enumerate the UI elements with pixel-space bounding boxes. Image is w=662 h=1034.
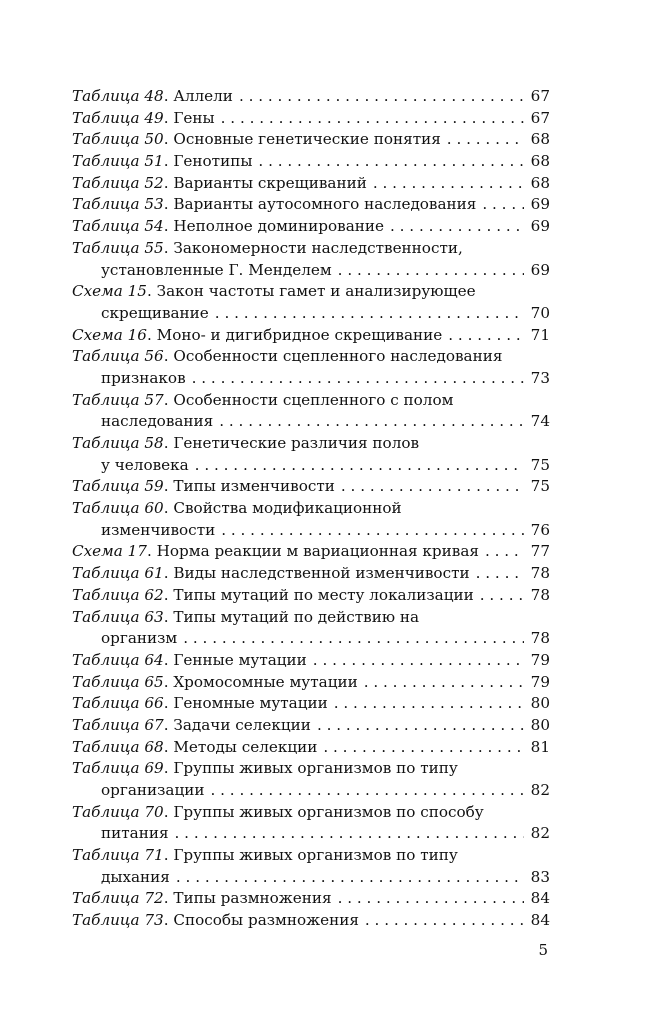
toc-entry-line: [72, 129, 550, 151]
toc-entry-title: изменчивости: [101, 520, 216, 539]
toc-entry-page: 75: [530, 455, 550, 474]
label-separator: .: [163, 499, 174, 518]
toc-entry-page: 67: [530, 87, 550, 105]
toc-entry-line: [72, 194, 550, 216]
toc-entry: [72, 737, 550, 759]
toc-entry-title: Особенности сцепленного с полом: [173, 390, 454, 409]
toc-entry-title: Методы селекции: [173, 737, 318, 756]
toc-entry-title: Закон частоты гамет и анализирующее: [156, 282, 476, 301]
toc-entry-title: Виды наследственной изменчивости: [173, 564, 470, 583]
label-separator: .: [163, 585, 174, 604]
toc-entry: [72, 346, 550, 389]
label-separator: .: [163, 173, 174, 192]
toc-entry-line: [72, 910, 550, 932]
toc-entry-line: [72, 693, 550, 715]
toc-entry-label: Таблица 59: [72, 477, 164, 496]
label-separator: .: [163, 715, 174, 734]
toc-entry-line: [72, 86, 550, 108]
label-separator: .: [163, 889, 174, 908]
toc-entry-title: Хромосомные мутации: [173, 672, 358, 691]
toc-entry-line: [72, 802, 550, 824]
toc-entry-title: Норма реакции м вариационная кривая: [156, 542, 479, 561]
toc-entry-title: питания: [101, 824, 169, 843]
toc-entry-title: у человека: [101, 455, 189, 474]
toc-entry-page: 69: [530, 260, 550, 279]
toc-entry-title: организации: [101, 781, 205, 799]
dot-leader: [215, 520, 524, 542]
toc-entry-continuation: [72, 368, 550, 390]
toc-entry-page: 68: [530, 152, 550, 171]
dot-leader: [233, 86, 524, 108]
toc-entry-title: Свойства модификационной: [173, 499, 402, 518]
toc-entry-page: 82: [530, 781, 550, 799]
label-separator: .: [163, 564, 174, 583]
toc-entry-label: Таблица 65: [72, 672, 164, 691]
toc-entry-line: [72, 216, 550, 238]
toc-entry-label: Таблица 72: [72, 889, 164, 908]
label-separator: .: [163, 694, 174, 713]
dot-leader: [204, 780, 524, 802]
toc-entry: [72, 715, 550, 737]
dot-leader: [252, 151, 524, 173]
toc-entry: [72, 151, 550, 173]
label-separator: .: [163, 152, 174, 171]
toc-entry-title: признаков: [101, 368, 186, 387]
toc-entry-label: Таблица 64: [72, 650, 164, 669]
label-separator: .: [163, 130, 174, 149]
toc-entry-page: 79: [530, 650, 550, 669]
toc-entry-line: [72, 715, 550, 737]
toc-entry: [72, 845, 550, 888]
toc-entry-line: [72, 888, 550, 910]
toc-entry-page: 68: [530, 173, 550, 192]
toc-entry-title: Способы размножения: [173, 911, 359, 930]
toc-entry-page: 74: [530, 412, 550, 431]
toc-entry-page: 78: [530, 629, 550, 648]
toc-entry-title: дыхания: [101, 867, 170, 886]
dot-leader: [328, 693, 524, 715]
toc-entry-title: установленные Г. Менделем: [101, 260, 332, 279]
toc-entry-title: Генотипы: [173, 152, 253, 171]
dot-leader: [470, 563, 524, 585]
toc-entry-label: Таблица 73: [72, 911, 164, 930]
toc-entry-title: Геномные мутации: [173, 694, 328, 713]
toc-entry: [72, 476, 550, 498]
label-separator: .: [163, 195, 174, 214]
toc-entry: [72, 108, 550, 130]
toc-entry-line: [72, 607, 550, 629]
toc-entry-title: организм: [101, 629, 178, 648]
toc-entry-page: 73: [530, 368, 550, 387]
label-separator: .: [146, 325, 157, 344]
toc-entry-title: наследования: [101, 412, 214, 431]
toc-entry-title: Типы мутаций по действию на: [173, 607, 420, 626]
toc-entry-label: Таблица 53: [72, 195, 164, 214]
dot-leader: [177, 628, 524, 650]
toc-entry-title: Основные генетические понятия: [173, 130, 441, 149]
toc-entry-title: Типы изменчивости: [173, 477, 335, 496]
toc-entry-title: Группы живых организмов по типу: [173, 759, 458, 778]
toc-entry-label: Таблица 54: [72, 217, 164, 236]
toc-entry-page: 84: [530, 911, 550, 930]
toc-entry-page: 80: [530, 694, 550, 713]
toc-entry-label: Таблица 57: [72, 390, 164, 409]
label-separator: .: [163, 802, 174, 821]
label-separator: .: [163, 347, 174, 366]
label-separator: .: [163, 87, 174, 105]
toc-entry-page: 75: [530, 477, 550, 496]
toc-entry-continuation: [72, 867, 550, 889]
toc-entry: [72, 498, 550, 541]
toc-entry-continuation: [72, 411, 550, 433]
toc-entry: [72, 563, 550, 585]
toc-entry-title: Закономерности наследственности,: [173, 238, 463, 257]
toc-entry: [72, 541, 550, 563]
toc-entry: [72, 693, 550, 715]
toc-entry-line: [72, 325, 550, 347]
dot-leader: [384, 216, 524, 238]
toc-entry: [72, 433, 550, 476]
toc-entry-title: Моно- и дигибридное скрещивание: [156, 325, 443, 344]
label-separator: .: [163, 217, 174, 236]
toc-entry-label: Таблица 58: [72, 434, 164, 452]
toc-entry-page: 68: [530, 130, 550, 149]
toc-entry-line: [72, 433, 550, 455]
toc-entry-title: Группы живых организмов по способу: [173, 802, 484, 821]
toc-entry: [72, 650, 550, 672]
dot-leader: [213, 411, 524, 433]
toc-entry-label: Таблица 71: [72, 846, 164, 865]
toc-entry-label: Таблица 52: [72, 173, 164, 192]
toc-entry-line: [72, 585, 550, 607]
toc-entry-label: Таблица 62: [72, 585, 164, 604]
toc-entry-line: [72, 108, 550, 130]
toc-entry-title: Типы размножения: [173, 889, 332, 908]
toc-entry-line: [72, 563, 550, 585]
toc-entry-title: Генные мутации: [173, 650, 307, 669]
toc-entry-page: 82: [530, 824, 550, 843]
toc-entry-page: 79: [530, 672, 550, 691]
toc-entry-label: Таблица 70: [72, 802, 164, 821]
dot-leader: [307, 650, 524, 672]
label-separator: .: [163, 650, 174, 669]
toc-entry: [72, 888, 550, 910]
toc-entry-label: Таблица 67: [72, 715, 164, 734]
toc-entry-page: 76: [530, 520, 550, 539]
label-separator: .: [163, 477, 174, 496]
toc-entry-line: [72, 650, 550, 672]
toc-entry-page: 70: [530, 303, 550, 322]
dot-leader: [332, 260, 524, 282]
toc-entry-label: Таблица 48: [72, 87, 164, 105]
toc-entry-label: Таблица 68: [72, 737, 164, 756]
label-separator: .: [163, 846, 174, 865]
toc-entry-title: Типы мутаций по месту локализации: [173, 585, 474, 604]
toc-entry-continuation: [72, 823, 550, 845]
toc-entry-title: Особенности сцепленного наследования: [173, 347, 503, 366]
toc-entry: [72, 216, 550, 238]
toc-entry-page: 67: [530, 108, 550, 127]
toc-entry-line: [72, 281, 550, 303]
toc-entry-page: 84: [530, 889, 550, 908]
toc-entry-continuation: [72, 780, 550, 802]
dot-leader: [215, 108, 524, 130]
toc-entry-continuation: [72, 520, 550, 542]
dot-leader: [186, 368, 524, 390]
toc-entry: [72, 173, 550, 195]
toc-entry-label: Таблица 66: [72, 694, 164, 713]
dot-leader: [359, 910, 524, 932]
toc-entry-line: [72, 541, 550, 563]
table-of-contents: [72, 86, 550, 932]
toc-entry-line: [72, 758, 550, 780]
label-separator: .: [163, 672, 174, 691]
dot-leader: [479, 541, 524, 563]
toc-entry-label: Таблица 69: [72, 759, 164, 778]
dot-leader: [474, 585, 524, 607]
label-separator: .: [163, 434, 174, 452]
label-separator: .: [163, 108, 174, 127]
toc-entry-label: Схема 15: [72, 282, 147, 301]
toc-entry-line: [72, 151, 550, 173]
toc-entry-page: 83: [530, 867, 550, 886]
toc-entry-line: [72, 498, 550, 520]
toc-entry-page: 71: [530, 325, 550, 344]
dot-leader: [311, 715, 524, 737]
toc-entry: [72, 910, 550, 932]
toc-entry-line: [72, 737, 550, 759]
toc-entry-title: Аллели: [173, 87, 233, 105]
dot-leader: [476, 194, 524, 216]
dot-leader: [170, 867, 524, 889]
toc-entry-label: Таблица 61: [72, 564, 164, 583]
toc-entry-title: Гены: [173, 108, 215, 127]
dot-leader: [209, 303, 524, 325]
label-separator: .: [163, 911, 174, 930]
toc-entry-title: Генетические различия полов: [173, 434, 420, 452]
toc-entry: [72, 129, 550, 151]
dot-leader: [189, 455, 524, 477]
dot-leader: [441, 129, 524, 151]
label-separator: .: [163, 759, 174, 778]
toc-entry-label: Схема 17: [72, 542, 147, 561]
label-separator: .: [163, 737, 174, 756]
toc-entry-label: Таблица 51: [72, 152, 164, 171]
dot-leader: [367, 173, 524, 195]
toc-entry: [72, 758, 550, 801]
toc-entry-label: Таблица 50: [72, 130, 164, 149]
label-separator: .: [146, 282, 157, 301]
dot-leader: [332, 888, 524, 910]
toc-entry-page: 81: [530, 737, 550, 756]
label-separator: .: [163, 607, 174, 626]
dot-leader: [317, 737, 524, 759]
toc-entry-line: [72, 238, 550, 260]
page-number: 5: [538, 941, 548, 959]
toc-entry: [72, 390, 550, 433]
label-separator: .: [163, 390, 174, 409]
toc-entry-line: [72, 845, 550, 867]
toc-entry: [72, 672, 550, 694]
toc-entry-title: Варианты аутосомного наследования: [173, 195, 477, 214]
toc-entry-page: 78: [530, 585, 550, 604]
toc-entry-continuation: [72, 260, 550, 282]
toc-entry-page: 69: [530, 195, 550, 214]
toc-entry-title: скрещивание: [101, 303, 209, 322]
dot-leader: [335, 476, 524, 498]
toc-entry: [72, 325, 550, 347]
toc-entry-label: Таблица 56: [72, 347, 164, 366]
toc-entry: [72, 607, 550, 650]
toc-entry-page: 80: [530, 715, 550, 734]
toc-entry-page: 69: [530, 217, 550, 236]
toc-entry-continuation: [72, 455, 550, 477]
toc-entry: [72, 238, 550, 281]
toc-entry: [72, 194, 550, 216]
dot-leader: [442, 325, 524, 347]
toc-entry: [72, 86, 550, 108]
toc-entry: [72, 281, 550, 324]
toc-entry-label: Таблица 55: [72, 238, 164, 257]
label-separator: .: [163, 238, 174, 257]
toc-entry: [72, 585, 550, 607]
dot-leader: [358, 672, 524, 694]
toc-entry-line: [72, 476, 550, 498]
toc-entry-title: Неполное доминирование: [173, 217, 384, 236]
toc-entry-line: [72, 390, 550, 412]
toc-entry-label: Таблица 49: [72, 108, 164, 127]
toc-entry-page: 78: [530, 564, 550, 583]
toc-entry-label: Таблица 60: [72, 499, 164, 518]
toc-entry-title: Группы живых организмов по типу: [173, 846, 458, 865]
toc-entry-continuation: [72, 303, 550, 325]
label-separator: .: [146, 542, 157, 561]
toc-entry-line: [72, 173, 550, 195]
toc-entry-label: Схема 16: [72, 325, 147, 344]
toc-entry-line: [72, 346, 550, 368]
toc-entry-continuation: [72, 628, 550, 650]
toc-entry-line: [72, 672, 550, 694]
toc-entry-label: Таблица 63: [72, 607, 164, 626]
toc-entry: [72, 802, 550, 845]
toc-entry-title: Задачи селекции: [173, 715, 311, 734]
toc-entry-title: Варианты скрещиваний: [173, 173, 367, 192]
toc-entry-page: 77: [530, 542, 550, 561]
dot-leader: [169, 823, 524, 845]
